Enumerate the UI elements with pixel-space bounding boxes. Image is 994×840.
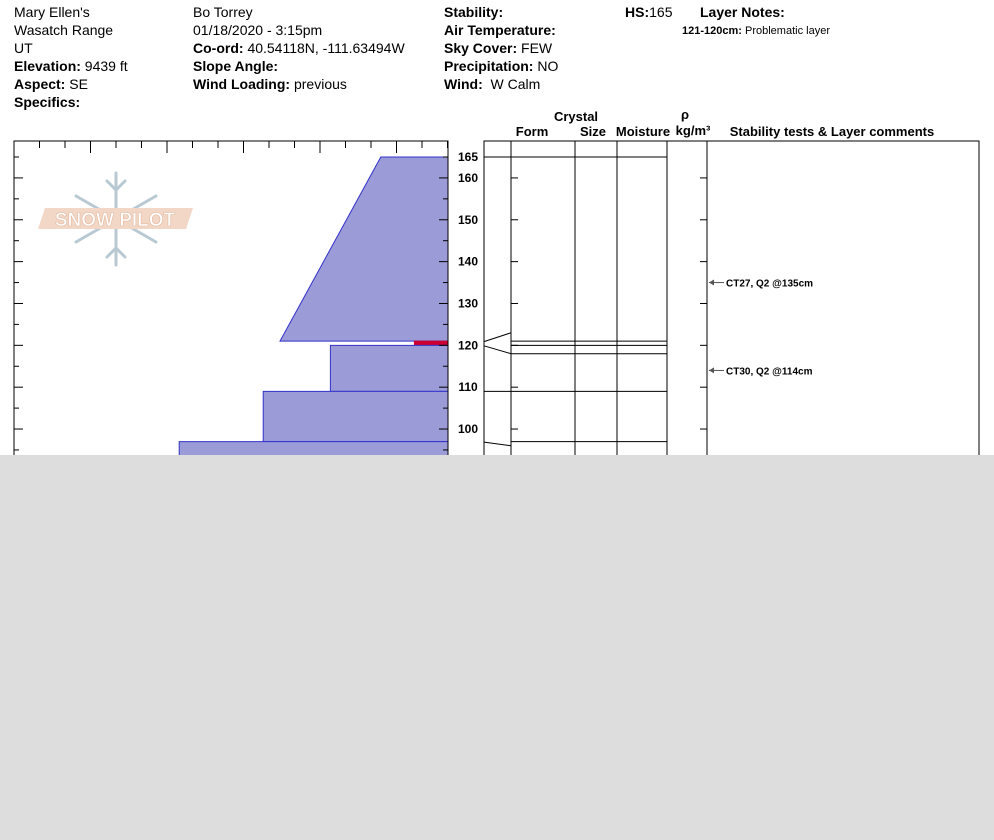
depth-axis xyxy=(458,150,478,436)
coord-label: Co-ord: xyxy=(193,40,244,56)
density-unit-header: kg/m³ xyxy=(675,123,711,138)
air-temp-label: Air Temperature: xyxy=(444,22,556,38)
wind-label: Wind: xyxy=(444,76,483,92)
depth-tick-label: 100 xyxy=(457,422,479,437)
aspect-label: Aspect: xyxy=(14,76,66,92)
hs-label: HS: xyxy=(625,4,650,20)
wind-value: W Calm xyxy=(490,76,541,92)
problematic-layer-bar xyxy=(414,341,448,345)
logo-text: SNOW PILOT xyxy=(54,210,176,231)
layer-table xyxy=(484,141,979,455)
form-header: Form xyxy=(515,124,549,139)
mountain-range: Wasatch Range xyxy=(14,22,114,38)
layer-connector-line xyxy=(484,442,511,446)
stability-test-label: CT27, Q2 @135cm xyxy=(726,278,814,290)
table-frame xyxy=(484,141,979,455)
slope-label: Slope Angle: xyxy=(193,58,279,74)
observer: Bo Torrey xyxy=(193,4,253,20)
size-header: Size xyxy=(579,124,606,139)
hardness-layer-bar xyxy=(263,391,448,441)
stability-test-label: CT30, Q2 @114cm xyxy=(726,366,813,378)
stability-test-arrowhead xyxy=(709,280,714,286)
sky-value: FEW xyxy=(521,40,553,56)
state: UT xyxy=(14,40,33,56)
coord-value: 40.54118N, -111.63494W xyxy=(247,40,405,56)
stability-label: Stability: xyxy=(444,4,504,20)
layer-note-text: Problematic layer xyxy=(745,25,830,37)
comments-header: Stability tests & Layer comments xyxy=(729,124,935,139)
hardness-layer-bar xyxy=(179,442,448,455)
sky-label: Sky Cover: xyxy=(444,40,518,56)
depth-tick-label: 150 xyxy=(457,212,479,227)
depth-tick-label: 130 xyxy=(457,296,479,311)
layer-connector-line xyxy=(484,333,511,342)
stability-tests xyxy=(709,279,813,378)
depth-tick-label: 110 xyxy=(458,380,478,395)
layer-connector-line xyxy=(484,346,511,354)
precip-value: NO xyxy=(537,58,559,74)
layer-notes-label: Layer Notes: xyxy=(700,4,785,20)
depth-tick-label: 165 xyxy=(457,150,479,164)
crystal-header: Crystal xyxy=(553,109,599,124)
depth-tick-label: 120 xyxy=(457,338,479,353)
aspect-value: SE xyxy=(69,76,88,92)
location-name: Mary Ellen's xyxy=(14,4,90,20)
stability-test-arrowhead xyxy=(709,367,714,373)
hs-value: 165 xyxy=(649,4,673,20)
hardness-profile xyxy=(179,157,448,455)
hardness-layer-bar xyxy=(280,157,448,341)
hardness-layer-bar xyxy=(330,345,448,391)
rho-header: ρ xyxy=(680,107,690,122)
wind-loading-value: previous xyxy=(293,76,347,92)
elevation-label: Elevation: xyxy=(14,58,81,74)
depth-tick-label: 140 xyxy=(457,254,479,269)
depth-tick-label: 160 xyxy=(457,170,479,185)
moisture-header: Moisture xyxy=(615,124,671,139)
hardness-axis-ticks xyxy=(14,141,448,153)
elevation-value: 9439 ft xyxy=(84,58,128,74)
datetime: 01/18/2020 - 3:15pm xyxy=(193,22,323,38)
layer-note-range: 121-120cm: xyxy=(682,25,742,37)
wind-loading-label: Wind Loading: xyxy=(193,76,291,92)
snow-pilot-logo xyxy=(38,173,193,265)
precip-label: Precipitation: xyxy=(444,58,534,74)
specifics-label: Specifics: xyxy=(14,94,81,110)
